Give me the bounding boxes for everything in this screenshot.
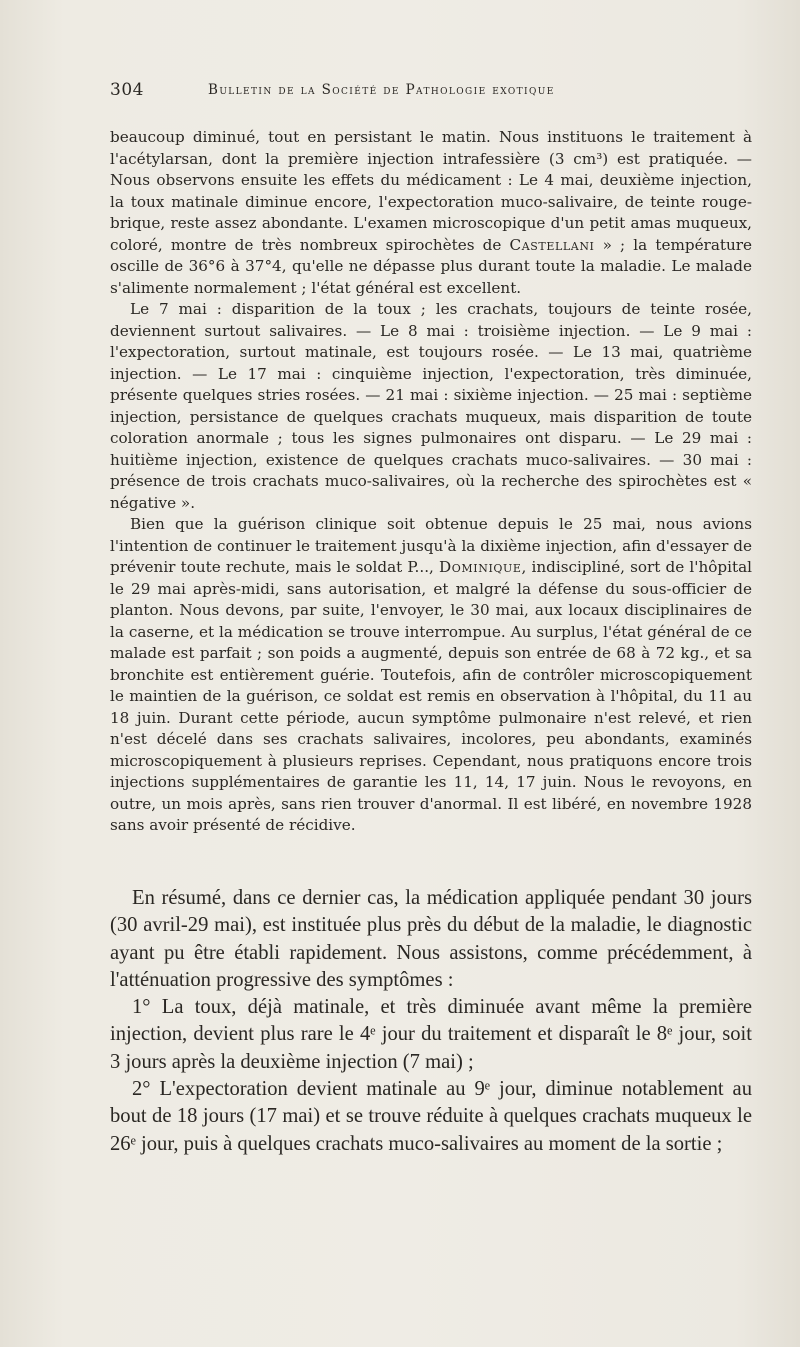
running-title: Bulletin de la Société de Pathologie exotique — [208, 82, 555, 98]
page-header — [110, 80, 740, 104]
page-number: 304 — [110, 80, 144, 100]
paragraph-text: » ; la température oscille de 36°6 à 37°4, qu'elle ne dépasse plus durant toute la maladie. Le malade s'alimente normalement ; l'état général est excellent. — [110, 235, 753, 297]
paragraph-text: beaucoup diminué, tout en persistant le matin. Nous instituons le traitement à l'acétylarsan, dont la première injection intrafessière (3 cm³) est pratiquée. — Nous observons ensuite les effets du médicament : Le 4 mai, deuxième injection, la toux matinale diminue encore, l'expectoration muco-salivaire, de teinte rouge-brique, reste assez abondante. L'examen microscopique d'un petit amas muqueux, coloré, montre de très nombreux spirochètes de — [110, 128, 752, 254]
summary-point-2: 2° L'expectoration devient matinale au 9ᵉ jour, diminue notablement au bout de 18 jours (17 mai) et se trouve réduite à quelques crachats muqueux le 26ᵉ jour, puis à quelques crachats muco-salivaires au moment de la sortie ; — [110, 1078, 752, 1155]
summary-intro: En résumé, dans ce dernier cas, la médication appliquée pendant 30 jours (30 avril-29 mai), est instituée plus près du début de la maladie, le diagnostic ayant pu être établi rapidement. Nous assistons, comme précédemment, à l'atténuation progressive des symptômes : — [110, 887, 752, 991]
paragraph-continuation — [110, 127, 752, 299]
paragraph-outcome — [110, 514, 752, 837]
summary-text — [110, 885, 752, 1158]
author-name: Castellani — [509, 235, 595, 254]
paragraph-progress: Le 7 mai : disparition de la toux ; les crachats, toujours de teinte rosée, deviennent surtout salivaires. — Le 8 mai : troisième injection. — Le 9 mai : l'expectoration, surtout matinale, est toujours rosée. — Le 13 mai, quatrième injection. — Le 17 mai : cinquième injection, l'expectoration, très diminuée, présente quelques stries rosées. — 21 mai : sixième injection. — 25 mai : septième injection, persistance de quelques crachats muqueux, mais disparition de toute coloration anormale ; tous les signes pulmonaires ont disparu. — Le 29 mai : huitième injection, existence de quelques crachats muco-salivaires. — 30 mai : présence de trois crachats muco-salivaires, où la recherche des spirochètes est « négative ». — [110, 300, 752, 512]
summary-point-1: 1° La toux, déjà matinale, et très diminuée avant même la première injection, devient plus rare le 4ᵉ jour du traitement et disparaît le 8ᵉ jour, soit 3 jours après la deuxième injection (7 mai) ; — [110, 996, 752, 1073]
paragraph-text: , indiscipliné, sort de l'hôpital le 29 mai après-midi, sans autorisation, et malgré la défense du sous-officier de planton. Nous devons, par suite, l'envoyer, le 30 mai, aux locaux disciplinaires de la caserne, et la médication se trouve interrompue. Au surplus, l'état général de ce malade est parfait ; son poids a augmenté, depuis son entrée de 68 à 72 kg., et sa bronchite est entièrement guérie. Toutefois, afin de contrôler microscopiquement le maintien de la guérison, ce soldat est remis en observation à l'hôpital, du 11 au 18 juin. Durant cette période, aucun symptôme pulmonaire n'est relevé, et rien n'est décelé dans ses crachats salivaires, incolores, peu abondants, examinés microscopiquement à plusieurs reprises. Cependant, nous pratiquons encore trois injections supplémentaires de garantie les 11, 14, 17 juin. Nous le revoyons, en outre, un mois après, sans rien trouver d'anormal. Il est libéré, en novembre 1928 sans avoir présenté de récidive. — [110, 558, 752, 834]
paragraph-text: Bien que la guérison clinique soit obtenue depuis le 25 mai, nous avions l'intention de continuer le traitement jusqu'à la dixième injection, afin d'essayer de prévenir toute rechute, mais le soldat P..., — [110, 515, 752, 576]
patient-name: Dominique — [439, 558, 522, 576]
case-report-text — [110, 127, 752, 837]
